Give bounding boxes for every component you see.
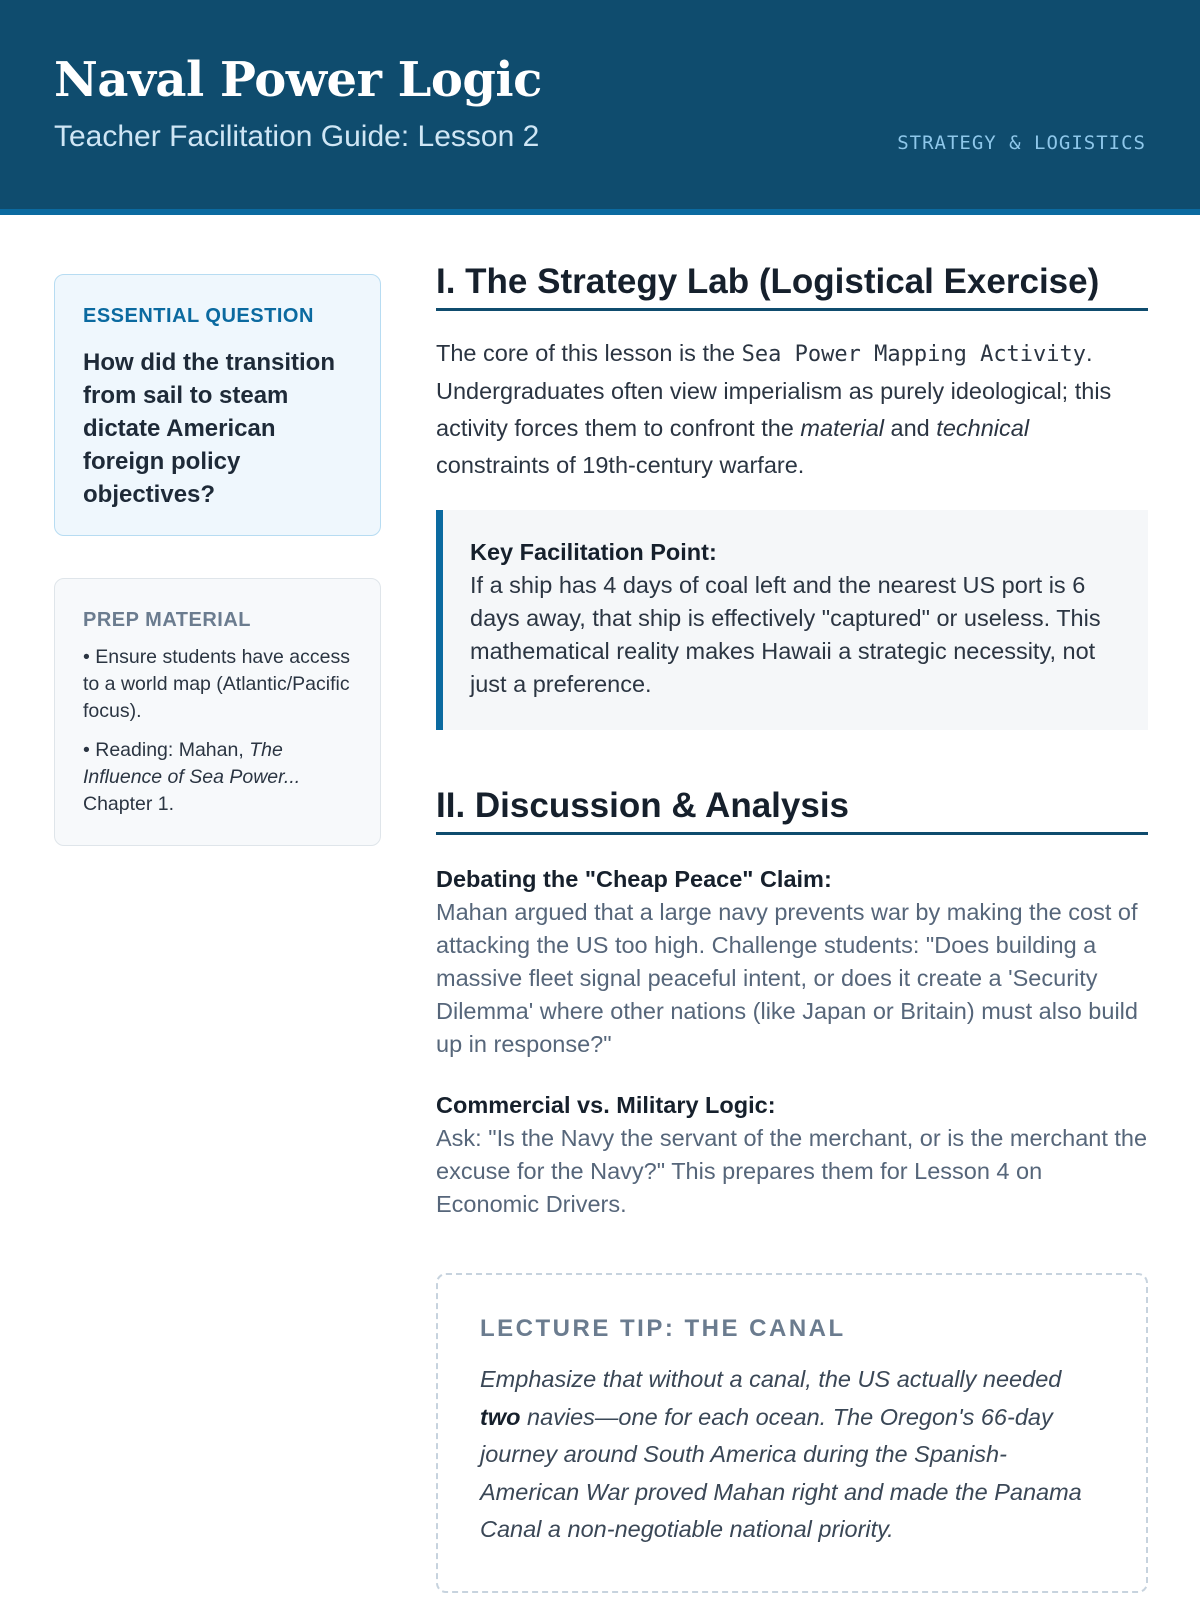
- essential-question-label: ESSENTIAL QUESTION: [83, 305, 314, 327]
- prep-item-map: • Ensure students have access to a world map (Atlantic/Pacific focus).: [83, 646, 350, 722]
- intro-emphasis-material: material: [800, 415, 885, 441]
- activity-name: Sea Power Mapping Activity: [741, 342, 1087, 367]
- intro-text-2: . Undergraduates often view imperialism as purely ideological; this activity forces them to confront the: [436, 340, 1112, 441]
- key-point-body: If a ship has 4 days of coal left and the nearest US port is 6 days away, that ship is effectively "captured" or useless. This mathematical reality makes Hawaii a strategic necessity, not just a preference.: [470, 572, 1101, 697]
- discussion-heading: Commercial vs. Military Logic:: [436, 1092, 776, 1118]
- intro-emphasis-technical: technical: [936, 415, 1030, 441]
- page-header: [0, 0, 1200, 215]
- discussion-body: Mahan argued that a large navy prevents war by making the cost of attacking the US too high. Challenge students: "Does building a massive fleet signal peaceful intent, or does it create a 'Security Dilemma' where other nations (like Japan or Britain) must also build up in response?": [436, 899, 1138, 1057]
- intro-text-3: and: [884, 415, 937, 441]
- prep-material-card: [54, 578, 381, 846]
- header-tagline: STRATEGY & LOGISTICS: [897, 132, 1146, 154]
- tip-text-bold: two: [480, 1403, 521, 1430]
- reading-prefix: • Reading: Mahan,: [83, 739, 250, 761]
- section-1-intro: [436, 335, 1148, 484]
- section-2-title: II. Discussion & Analysis: [436, 786, 1148, 835]
- page-subtitle: Teacher Facilitation Guide: Lesson 2: [54, 120, 540, 153]
- reading-suffix: Chapter 1.: [83, 793, 175, 815]
- intro-text-4: constraints of 19th-century warfare.: [436, 452, 805, 478]
- lecture-tip-box: [436, 1273, 1148, 1593]
- lecture-tip-label: LECTURE TIP: THE CANAL: [480, 1315, 846, 1342]
- discussion-block: [436, 1089, 1148, 1221]
- reading-title: The Influence of Sea Power...: [83, 739, 301, 788]
- discussion-heading: Debating the "Cheap Peace" Claim:: [436, 866, 832, 892]
- prep-item-reading: [83, 737, 352, 818]
- key-point-heading: Key Facilitation Point:: [470, 539, 717, 565]
- prep-material-label: PREP MATERIAL: [83, 609, 251, 631]
- main-content: [436, 262, 1148, 1593]
- discussion-block: [436, 863, 1148, 1061]
- tip-text-1: Emphasize that without a canal, the US actually needed: [480, 1366, 1062, 1392]
- key-facilitation-callout: [436, 510, 1148, 730]
- page-title: Naval Power Logic: [54, 52, 542, 108]
- section-1-title: I. The Strategy Lab (Logistical Exercise): [436, 262, 1148, 311]
- essential-question-card: [54, 274, 381, 536]
- lecture-tip-text: [480, 1361, 1106, 1549]
- discussion-body: Ask: "Is the Navy the servant of the merchant, or is the merchant the excuse for the Navy?" This prepares them for Lesson 4 on Economic Drivers.: [436, 1125, 1148, 1217]
- essential-question-text: How did the transition from sail to steam dictate American foreign policy objectives?: [83, 349, 335, 508]
- tip-text-2: navies—one for each ocean. The Oregon's 66-day journey around South America during the Spanish-American War proved Mahan right and made the Panama Canal a non-negotiable national priority.: [480, 1403, 1082, 1542]
- intro-text-1: The core of this lesson is the: [436, 340, 742, 366]
